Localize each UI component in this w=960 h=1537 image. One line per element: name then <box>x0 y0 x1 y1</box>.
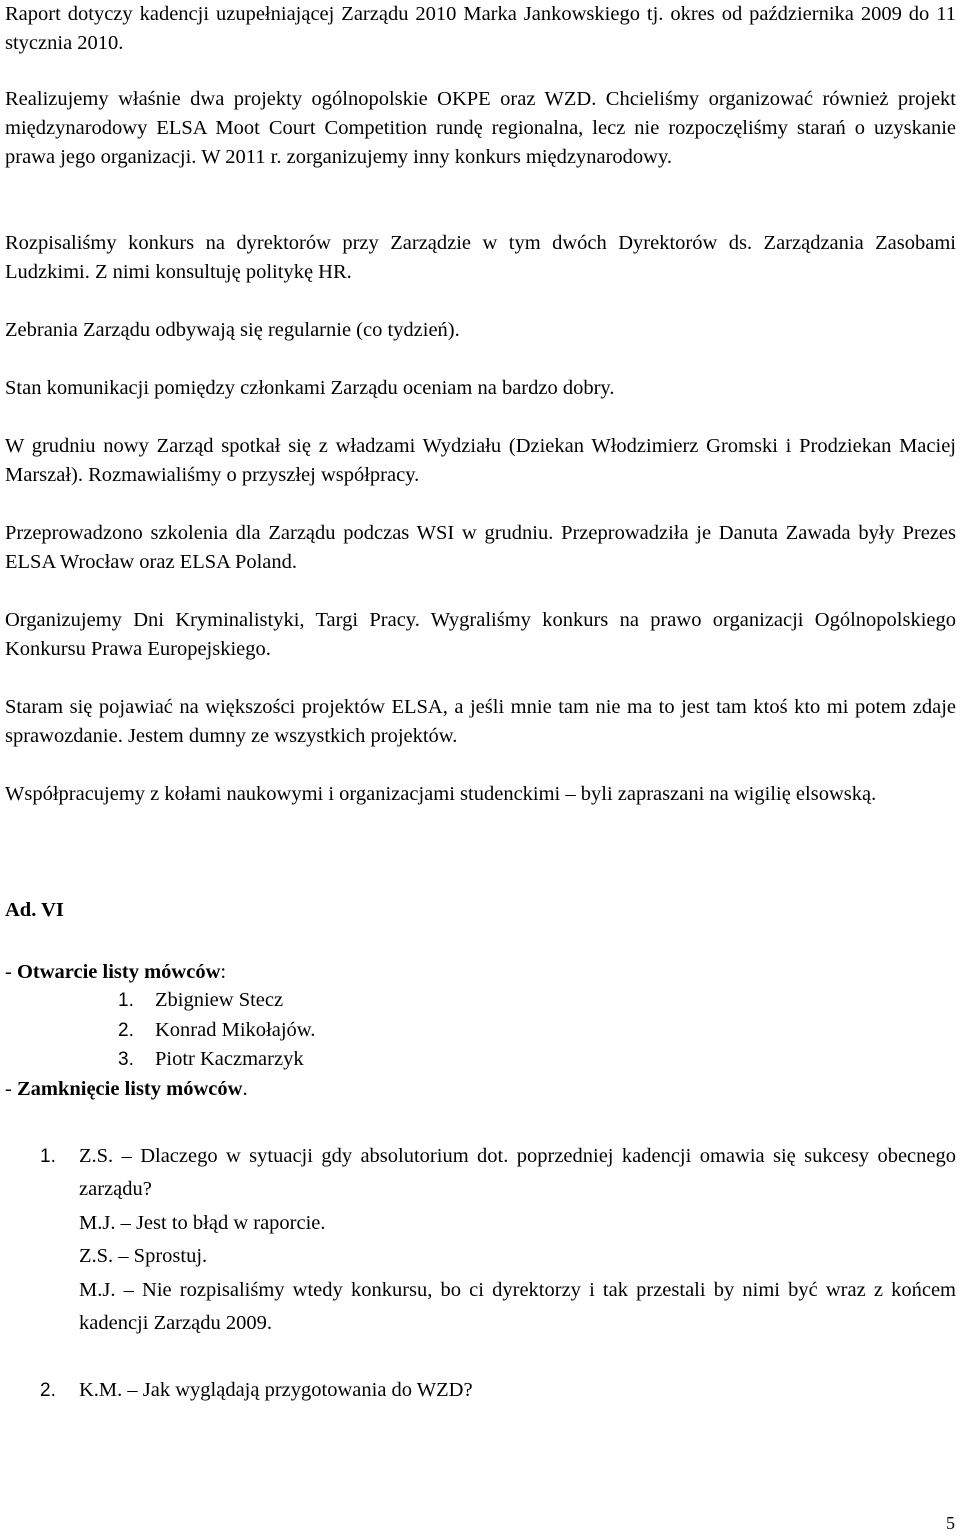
paragraph-report-scope: Raport dotyczy kadencji uzupełniającej Zarządu 2010 Marka Jankowskiego tj. okres od października 2009 do 11 stycznia 2010. <box>5 3 956 54</box>
list-item-name: Konrad Mikołajów. <box>155 1018 316 1041</box>
list-item-number: 1. <box>118 990 134 1011</box>
speakers-open-dash: - <box>5 961 17 983</box>
paragraph-attendance: Staram się pojawiać na większości projektów ELSA, a jeśli mnie tam nie ma to jest tam ktoś kto mi potem zdaje sprawozdanie. Jestem dumny ze wszystkich projektów. <box>5 696 956 747</box>
paragraph-training: Przeprowadzono szkolenia dla Zarządu podczas WSI w grudniu. Przeprowadziła je Danuta Zawada były Prezes ELSA Wrocław oraz ELSA Poland. <box>5 522 956 573</box>
answer-text: M.J. – Nie rozpisaliśmy wtedy konkursu, bo ci dyrektorzy i tak przestali by nimi być wraz z końcem kadencji Zarządu 2009. <box>79 1279 956 1334</box>
list-item <box>118 1016 315 1046</box>
speakers-open-label: Otwarcie listy mówców <box>16 961 221 983</box>
speakers-close-dash: - <box>5 1078 17 1100</box>
paragraph-projects: Realizujemy właśnie dwa projekty ogólnopolskie OKPE oraz WZD. Chcieliśmy organizować również projekt międzynarodowy ELSA Moot Court Competition rundę regionalna, lecz nie rozpoczęliśmy starań o uzyskanie prawa jego organizacji. W 2011 r. zorganizujemy inny konkurs międzynarodowy. <box>5 88 956 168</box>
paragraph-faculty-meeting: W grudniu nowy Zarząd spotkał się z władzami Wydziału (Dziekan Włodzimierz Gromski i Prodziekan Maciej Marszał). Rozmawialiśmy o przyszłej współpracy. <box>5 435 956 486</box>
question-text: Z.S. – Sprostuj. <box>79 1245 208 1267</box>
list-item-name: Zbigniew Stecz <box>155 989 284 1011</box>
paragraph-events: Organizujemy Dni Kryminalistyki, Targi Pracy. Wygraliśmy konkurs na prawo organizacji Ogólnopolskiego Konkursu Prawa Europejskiego. <box>5 609 956 660</box>
paragraph-directors: Rozpisaliśmy konkurs na dyrektorów przy Zarządzie w tym dwóch Dyrektorów ds. Zarządzania Zasobami Ludzkimi. Z nimi konsultuję politykę HR. <box>5 232 956 283</box>
list-item <box>118 1045 315 1075</box>
speakers-open-line <box>5 958 226 987</box>
speakers-open-colon: : <box>220 961 227 983</box>
paragraph-meetings: Zebrania Zarządu odbywają się regularnie (co tydzień). <box>5 319 460 341</box>
question-text: K.M. – Jak wyglądają przygotowania do WZD? <box>79 1379 473 1401</box>
list-item <box>118 986 315 1016</box>
paragraph-cooperation: Współpracujemy z kołami naukowymi i organizacjami studenckimi – byli zapraszani na wigilię elsowską. <box>5 783 877 805</box>
question-number: 1. <box>40 1146 56 1167</box>
list-item-name: Piotr Kaczmarzyk <box>155 1048 304 1070</box>
speakers-list <box>118 986 315 1075</box>
question-number: 2. <box>40 1380 56 1401</box>
speakers-close-dot: . <box>242 1078 248 1100</box>
list-item-number: 3. <box>118 1049 134 1070</box>
speakers-close-line <box>5 1075 248 1104</box>
question-text: Z.S. – Dlaczego w sytuacji gdy absolutorium dot. poprzedniej kadencji omawia się sukcesy obecnego zarządu? <box>79 1145 956 1200</box>
section-heading: Ad. VI <box>5 899 64 921</box>
speakers-close-label: Zamknięcie listy mówców <box>16 1078 243 1100</box>
paragraph-communication: Stan komunikacji pomiędzy członkami Zarządu oceniam na bardzo dobry. <box>5 377 615 399</box>
list-item-number: 2. <box>118 1019 134 1041</box>
page-number: 5 <box>946 1513 955 1533</box>
answer-text: M.J. – Jest to błąd w raporcie. <box>79 1212 326 1234</box>
